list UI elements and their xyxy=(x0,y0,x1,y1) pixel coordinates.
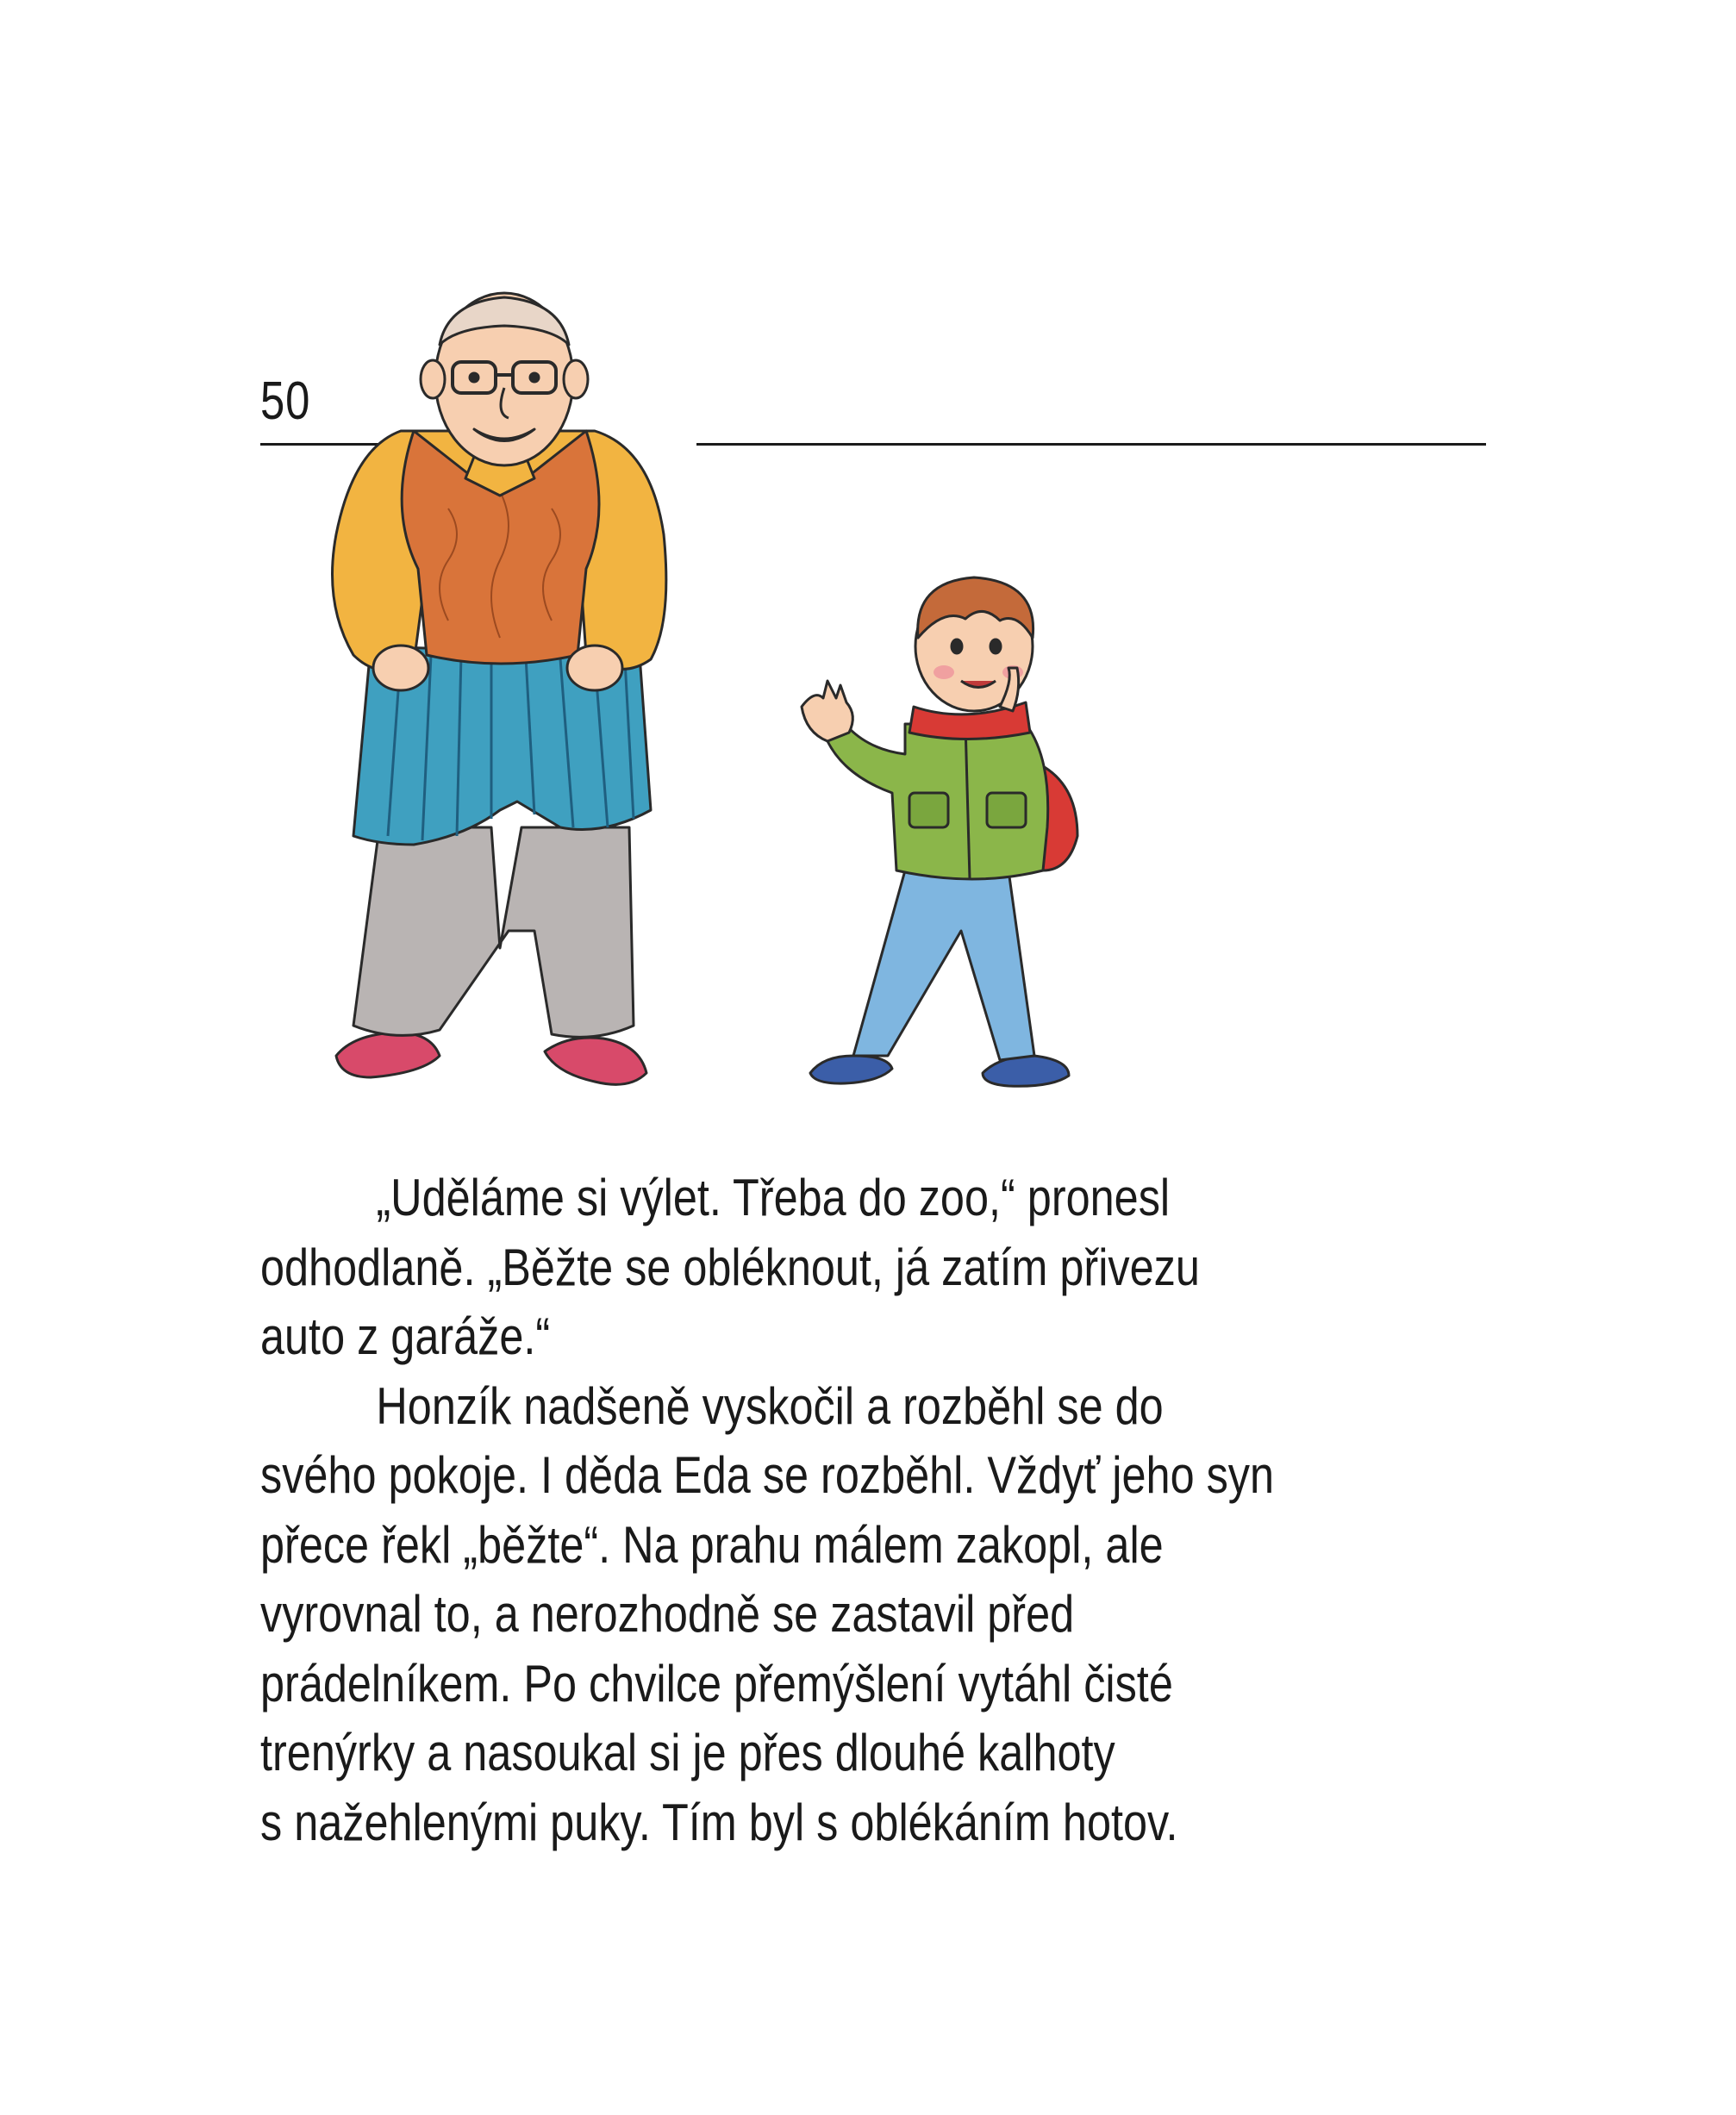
story-text xyxy=(260,1164,1502,1857)
grandfather-right-hand xyxy=(567,646,622,690)
boy-jeans xyxy=(853,870,1034,1060)
text-line: Honzík nadšeně vyskočil a rozběhl se do xyxy=(376,1376,1164,1435)
illustration xyxy=(319,276,1138,1146)
text-line: odhodlaně. „Běžte se obléknout, já zatím přivezu xyxy=(260,1238,1200,1296)
text-line: svého pokoje. I děda Eda se rozběhl. Vždyť jeho syn xyxy=(260,1446,1275,1504)
text-line: trenýrky a nasoukal si je přes dlouhé kalhoty xyxy=(260,1724,1115,1781)
grandfather-trousers xyxy=(353,827,634,1037)
text-line: s nažehlenými puky. Tím byl s oblékáním hotov. xyxy=(260,1793,1178,1851)
boy-figure xyxy=(802,577,1077,1086)
page-number: 50 xyxy=(260,371,311,431)
grandfather-left-hand xyxy=(373,646,428,690)
grandfather-figure xyxy=(333,293,666,1084)
boy-waving-hand xyxy=(802,681,852,741)
text-line: auto z garáže.“ xyxy=(260,1307,551,1365)
text-line: „Uděláme si výlet. Třeba do zoo,“ pronesl xyxy=(376,1169,1171,1226)
text-line: prádelníkem. Po chvilce přemýšlení vytáhl čisté xyxy=(260,1654,1173,1713)
boy-left-shoe xyxy=(810,1056,892,1083)
text-line: vyrovnal to, a nerozhodně se zastavil před xyxy=(260,1585,1075,1643)
text-line: přece řekl „běžte“. Na prahu málem zakopl, ale xyxy=(260,1515,1164,1574)
boy-right-shoe xyxy=(983,1056,1069,1086)
grandfather-left-slipper xyxy=(336,1033,440,1077)
grandfather-right-slipper xyxy=(545,1038,646,1084)
